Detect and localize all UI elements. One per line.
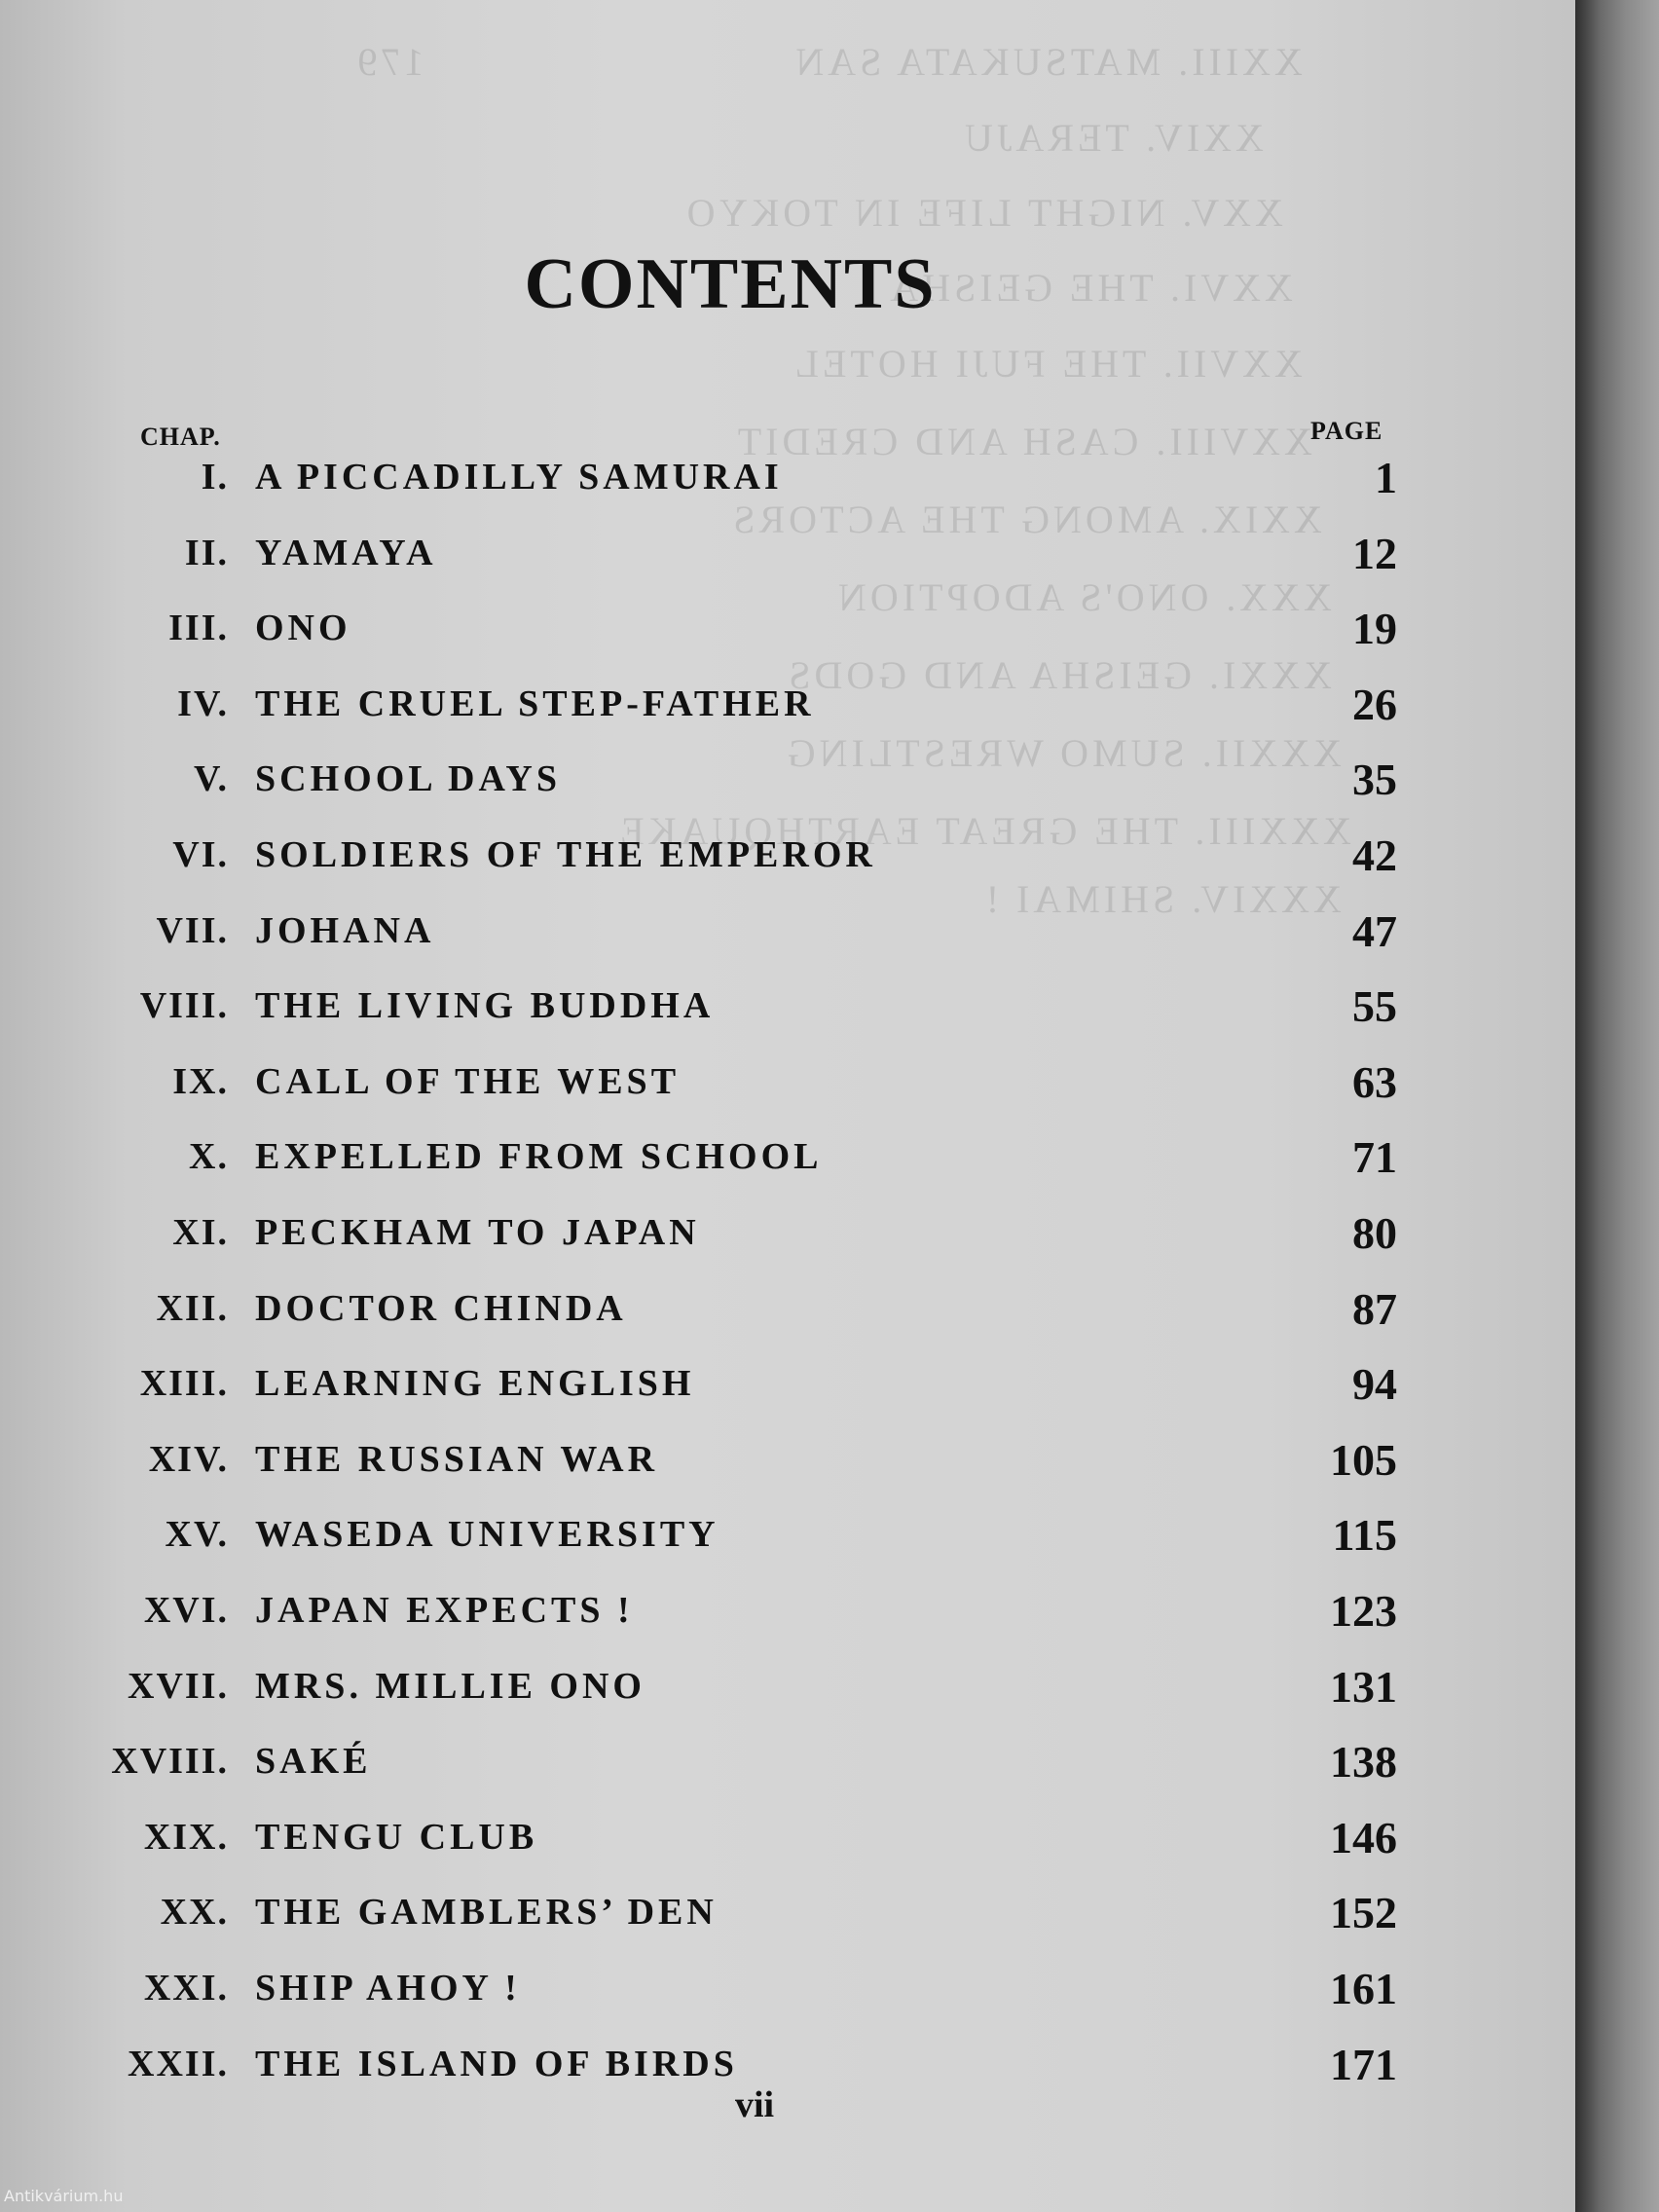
chapter-title: THE LIVING BUDDHA	[255, 985, 715, 1027]
chapter-number: XII.	[156, 1287, 229, 1329]
toc-entry	[0, 528, 1412, 590]
chapter-title: WASEDA UNIVERSITY	[255, 1514, 719, 1556]
chapter-title: THE GAMBLERS’ DEN	[255, 1892, 718, 1934]
chapter-page-number: 105	[1330, 1434, 1397, 1485]
chapter-page-number: 19	[1352, 604, 1397, 654]
chapter-page-number: 152	[1330, 1888, 1397, 1938]
chapter-title: SCHOOL DAYS	[255, 758, 561, 800]
chapter-title: SAKÉ	[255, 1741, 372, 1783]
chapter-page-number: 87	[1352, 1283, 1397, 1334]
toc-entry	[0, 1283, 1412, 1346]
toc-entry	[0, 1132, 1412, 1194]
chapter-number: XIX.	[143, 1816, 229, 1858]
chapter-number: VII.	[156, 909, 229, 951]
toc-entry	[0, 1586, 1412, 1647]
toc-entry	[0, 1434, 1412, 1496]
watermark: Antikvárium.hu	[4, 2187, 124, 2205]
bleed-through-text: XXIII. MATSUKATA SAN 179 XXIV. TERAJU XXV. NIGHT LIFE IN TOKYO XXVI. THE GEISHA XXVII. THE FUJI HOTEL XXVIII. CASH AND CREDIT XXIX. AMONG THE ACTORS XXX. ONO'S ADOPTION XXXI. GEISHA AND GODS XXXII. SUMO WRESTLING XXXIII. THE GREAT EARTHQUAKE XXXIV. SHIMAI !	[353, 40, 1351, 921]
page-number: vii	[734, 2084, 775, 2125]
toc-entry	[0, 1056, 1412, 1119]
chapter-number: XVIII.	[111, 1741, 229, 1783]
chapter-title: THE CRUEL STEP-FATHER	[255, 682, 815, 724]
toc-entry	[0, 1661, 1412, 1723]
chapter-page-number: 131	[1330, 1661, 1397, 1712]
chapter-page-number: 94	[1352, 1359, 1397, 1410]
chapter-number: XI.	[172, 1212, 229, 1253]
chapter-number: IV.	[177, 682, 229, 724]
chapter-number: IX.	[172, 1060, 229, 1102]
chapter-number: III.	[168, 608, 229, 649]
chapter-title: DOCTOR CHINDA	[255, 1287, 627, 1329]
chapter-title: SOLDIERS OF THE EMPEROR	[255, 834, 876, 875]
chapter-page-number: 80	[1352, 1208, 1397, 1258]
chapter-page-number: 26	[1352, 679, 1397, 729]
page-title: CONTENTS	[524, 244, 937, 324]
page-column-header: PAGE	[1310, 417, 1383, 445]
chapter-column-header: CHAP.	[140, 423, 221, 451]
toc-entry	[0, 1888, 1412, 1949]
chapter-title: JAPAN EXPECTS !	[255, 1590, 634, 1631]
chapter-page-number: 35	[1352, 755, 1397, 805]
chapter-page-number: 146	[1330, 1812, 1397, 1862]
chapter-page-number: 12	[1352, 528, 1397, 578]
chapter-number: XVII.	[128, 1665, 229, 1707]
toc-entry	[0, 1812, 1412, 1874]
chapter-number: XIV.	[148, 1438, 229, 1480]
toc-entry	[0, 1208, 1412, 1270]
chapter-page-number: 115	[1332, 1510, 1397, 1561]
chapter-page-number: 42	[1352, 830, 1397, 880]
chapter-title: A PICCADILLY SAMURAI	[255, 457, 783, 498]
toc-entry	[0, 453, 1412, 514]
toc-entry	[0, 1737, 1412, 1798]
chapter-title: CALL OF THE WEST	[255, 1060, 681, 1102]
chapter-page-number: 47	[1352, 905, 1397, 956]
chapter-number: XXII.	[128, 2043, 229, 2084]
chapter-number: X.	[189, 1136, 229, 1178]
toc-entry	[0, 1964, 1412, 2025]
toc-entry	[0, 757, 1412, 816]
chapter-page-number: 63	[1352, 1056, 1397, 1107]
chapter-number: XV.	[165, 1514, 229, 1556]
chapter-title: YAMAYA	[255, 532, 437, 573]
chapter-page-number: 1	[1375, 453, 1397, 502]
chapter-title: TENGU CLUB	[255, 1816, 538, 1858]
toc-entry	[0, 981, 1412, 1043]
chapter-title: JOHANA	[255, 909, 435, 951]
chapter-title: ONO	[255, 608, 351, 649]
page-edge-shadow	[1575, 0, 1659, 2212]
toc-entry	[0, 1359, 1412, 1420]
chapter-page-number: 123	[1330, 1586, 1397, 1636]
chapter-page-number: 171	[1330, 2039, 1397, 2089]
toc-entry	[0, 679, 1412, 741]
toc-entry	[0, 905, 1412, 968]
toc-entry	[0, 1510, 1412, 1571]
chapter-title: MRS. MILLIE ONO	[255, 1665, 645, 1707]
chapter-number: XIII.	[139, 1363, 229, 1405]
chapter-number: XXI.	[143, 1968, 229, 2009]
chapter-number: XVI.	[143, 1590, 229, 1631]
chapter-page-number: 71	[1352, 1132, 1397, 1183]
chapter-page-number: 55	[1352, 981, 1397, 1032]
chapter-number: VIII.	[139, 985, 229, 1027]
chapter-number: V.	[193, 758, 229, 800]
chapter-title: LEARNING ENGLISH	[255, 1363, 695, 1405]
chapter-title: EXPELLED FROM SCHOOL	[255, 1136, 823, 1178]
chapter-title: THE RUSSIAN WAR	[255, 1438, 659, 1480]
toc-entry	[0, 830, 1412, 892]
chapter-number: XX.	[160, 1892, 229, 1934]
toc-entry	[0, 604, 1412, 665]
chapter-number: VI.	[172, 834, 229, 875]
chapter-title: PECKHAM TO JAPAN	[255, 1212, 700, 1253]
chapter-page-number: 161	[1330, 1964, 1397, 2013]
chapter-title: SHIP AHOY !	[255, 1968, 521, 2009]
chapter-number: I.	[201, 457, 229, 498]
chapter-title: THE ISLAND OF BIRDS	[255, 2043, 738, 2084]
chapter-page-number: 138	[1330, 1737, 1397, 1788]
chapter-number: II.	[184, 532, 229, 573]
